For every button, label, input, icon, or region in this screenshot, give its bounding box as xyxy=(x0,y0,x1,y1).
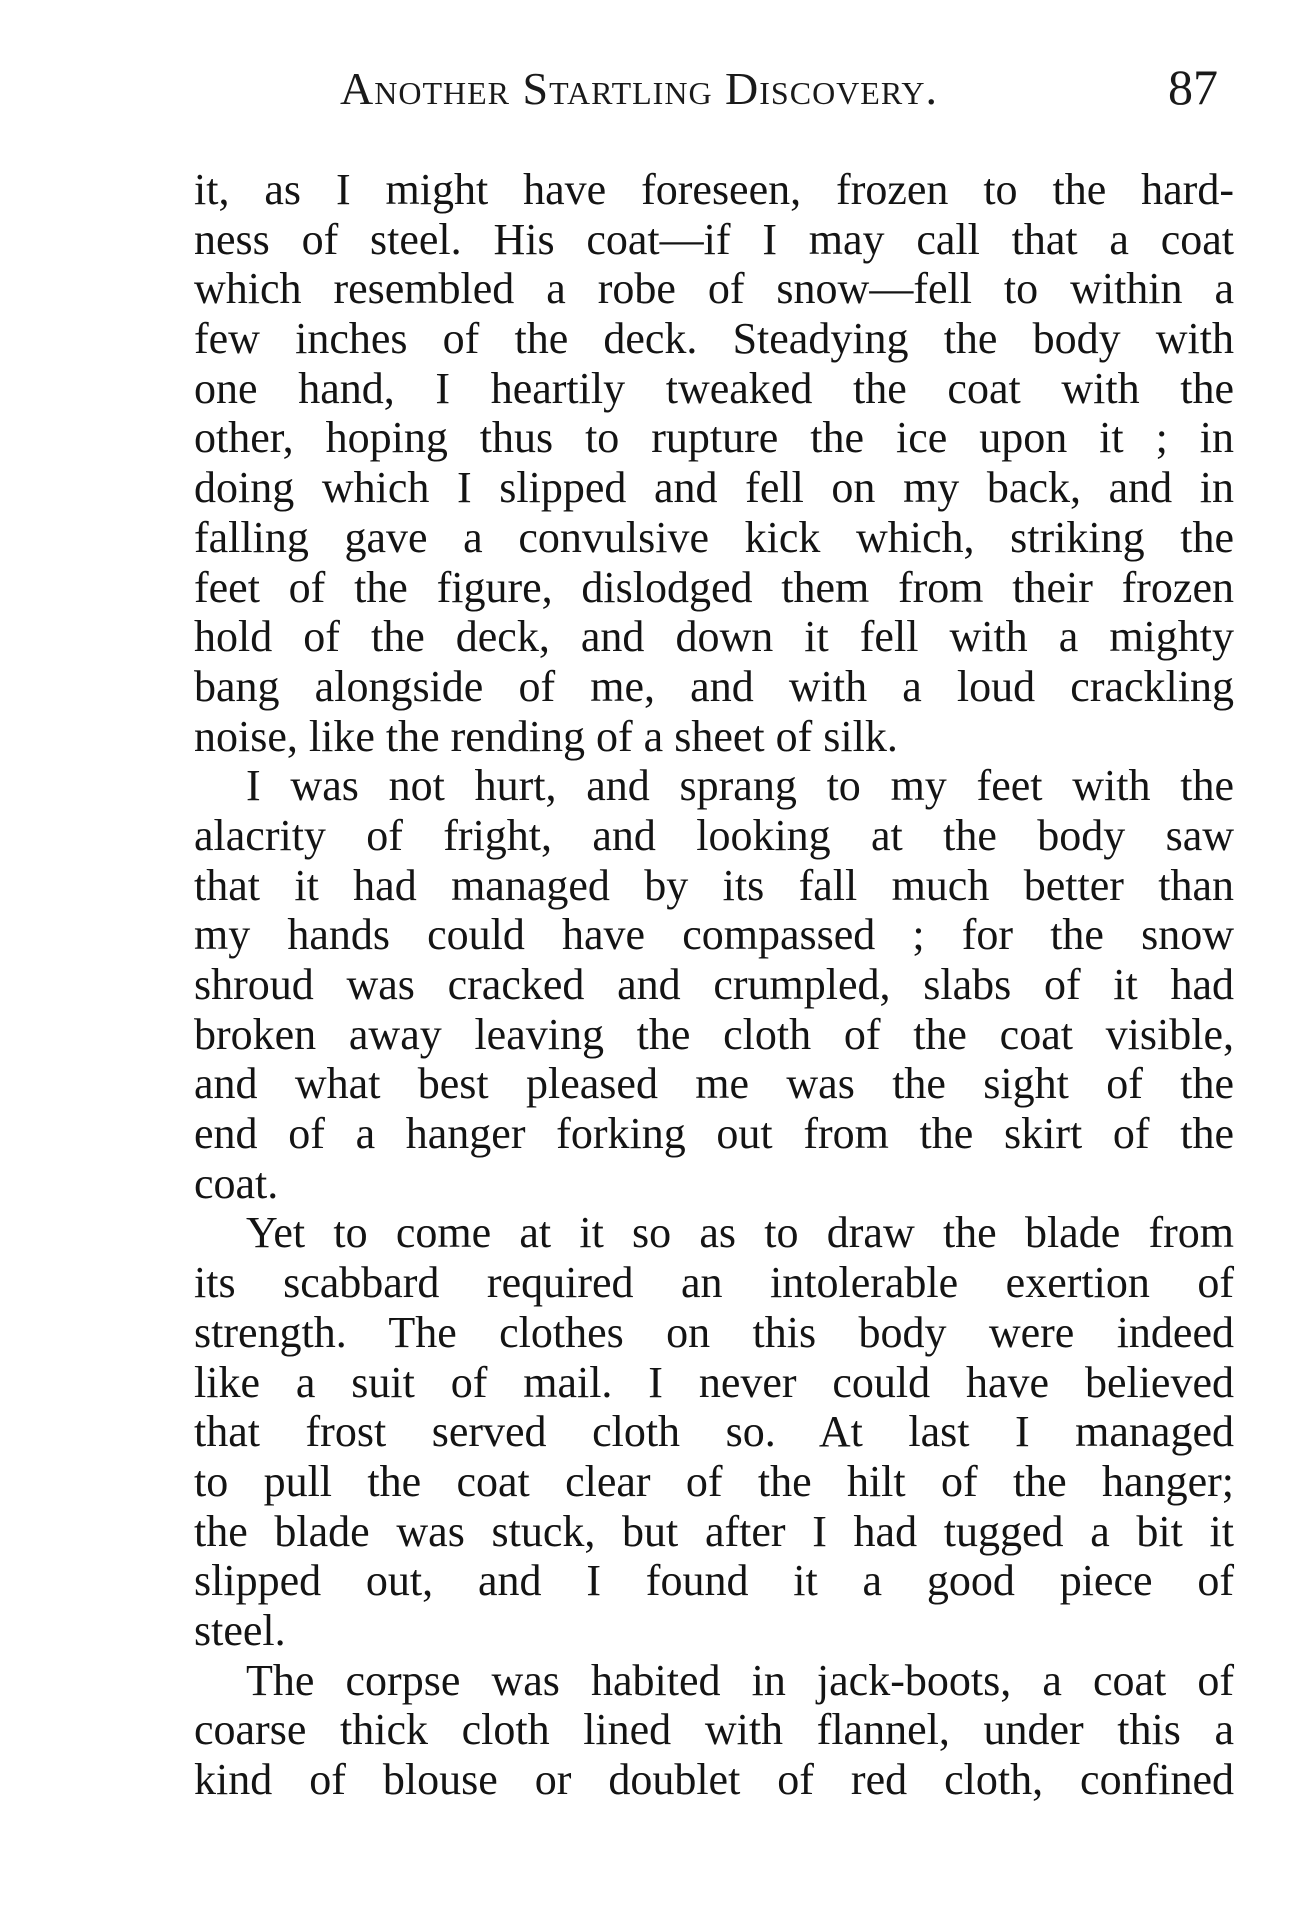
text-line: The corpse was habited in jack-boots, a coat of xyxy=(246,1655,1234,1705)
text-line: its scabbard required an intolerable exertion of xyxy=(194,1258,1234,1308)
running-head: Another Startling Discovery. xyxy=(340,63,939,114)
text-line: end of a hanger forking out from the skirt of the xyxy=(194,1109,1234,1159)
text-line: kind of blouse or doublet of red cloth, confined xyxy=(194,1755,1234,1804)
text-line: few inches of the deck. Steadying the body with xyxy=(194,314,1234,364)
text-line: broken away leaving the cloth of the coat visible, xyxy=(194,1009,1234,1059)
text-line: my hands could have compassed ; for the snow xyxy=(194,910,1234,960)
text-line: I was not hurt, and sprang to my feet with the xyxy=(246,761,1234,811)
text-line: bang alongside of me, and with a loud crackling xyxy=(194,661,1234,711)
text-line: it, as I might have foreseen, frozen to the hard- xyxy=(194,165,1234,214)
text-line: slipped out, and I found it a good piece of xyxy=(194,1556,1234,1606)
text-line: falling gave a convulsive kick which, striking the xyxy=(194,512,1234,562)
text-line: that frost served cloth so. At last I managed xyxy=(194,1407,1234,1457)
text-line: one hand, I heartily tweaked the coat with the xyxy=(194,363,1234,413)
text-line: steel. xyxy=(194,1605,286,1655)
text-line: alacrity of fright, and looking at the body saw xyxy=(194,810,1234,860)
text-line: which resembled a robe of snow—fell to within a xyxy=(194,264,1234,314)
text-line: doing which I slipped and fell on my back, and in xyxy=(194,463,1234,513)
text-line: noise, like the rending of a sheet of silk. xyxy=(194,711,898,761)
text-line: hold of the deck, and down it fell with a mighty xyxy=(194,612,1234,662)
text-line: strength. The clothes on this body were indeed xyxy=(194,1307,1234,1357)
text-line: shroud was cracked and crumpled, slabs of it had xyxy=(194,960,1234,1009)
text-line: feet of the figure, dislodged them from their frozen xyxy=(194,562,1234,612)
text-line: to pull the coat clear of the hilt of the hanger; xyxy=(194,1456,1234,1506)
text-line: the blade was stuck, but after I had tugged a bit it xyxy=(194,1506,1234,1556)
page-number: 87 xyxy=(1168,59,1218,115)
body-text xyxy=(194,165,1234,1805)
text-line: Yet to come at it so as to draw the blade from xyxy=(246,1208,1234,1258)
text-line: and what best pleased me was the sight of the xyxy=(194,1059,1234,1109)
text-line: that it had managed by its fall much better than xyxy=(194,860,1234,910)
text-line: coarse thick cloth lined with flannel, under this a xyxy=(194,1705,1234,1755)
text-line: ness of steel. His coat—if I may call that a coat xyxy=(194,214,1234,264)
text-line: coat. xyxy=(194,1158,279,1208)
text-line: like a suit of mail. I never could have believed xyxy=(194,1357,1234,1407)
text-line: other, hoping thus to rupture the ice upon it ; in xyxy=(194,413,1234,463)
